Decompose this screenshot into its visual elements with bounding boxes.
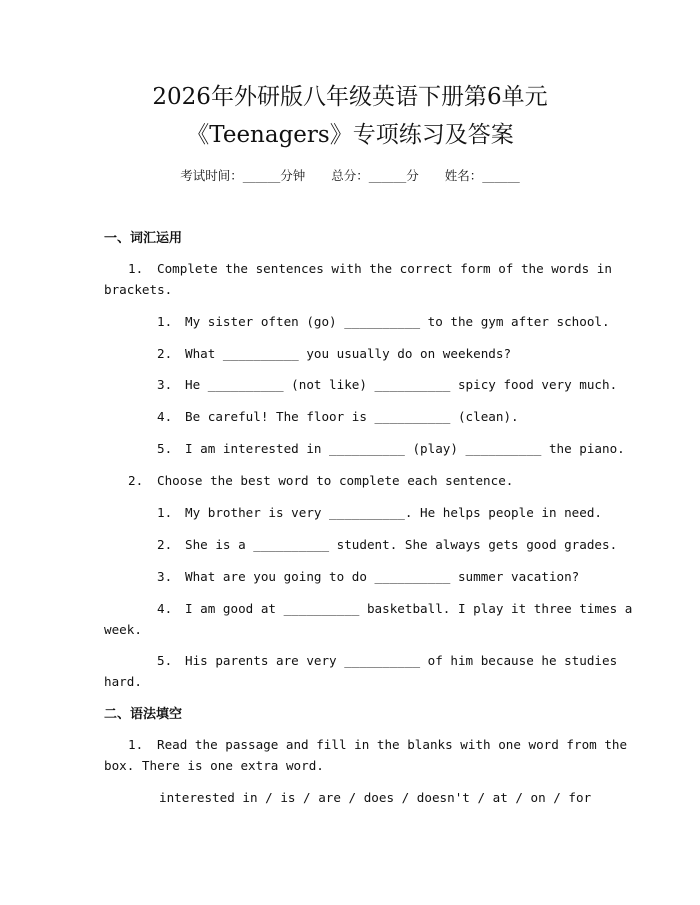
page-subtitle: 《Teenagers》专项练习及答案 — [186, 122, 514, 148]
question-2-item-5-cont: hard. — [104, 674, 142, 689]
page-title: 2026年外研版八年级英语下册第6单元 — [152, 84, 548, 110]
time-label: 考试时间：______分钟 — [180, 168, 306, 183]
score-label: 总分：______分 — [331, 168, 419, 183]
question-2-item-4: 4. I am good at __________ basketball. I play it three times a — [157, 601, 633, 616]
name-label: 姓名：______ — [444, 168, 520, 183]
word-box: interested in / is / are / does / doesn't / at / on / for — [159, 790, 592, 805]
question-1-item-3: 3. He __________ (not like) __________ spicy food very much. — [157, 377, 618, 392]
question-1-prompt: 1. Complete the sentences with the correct form of the words in — [128, 261, 612, 276]
section-heading-vocabulary: 一、词汇运用 — [104, 231, 183, 246]
question-1-prompt-cont: brackets. — [104, 282, 173, 297]
question-2-item-5: 5. His parents are very __________ of him because he studies — [157, 653, 618, 668]
question-2-item-3: 3. What are you going to do __________ summer vacation? — [157, 569, 580, 584]
section-2-question-1-prompt: 1. Read the passage and fill in the blanks with one word from the — [128, 737, 628, 752]
question-1-item-2: 2. What __________ you usually do on weekends? — [157, 346, 512, 361]
question-2-prompt: 2. Choose the best word to complete each sentence. — [128, 473, 514, 488]
question-1-item-4: 4. Be careful! The floor is __________ (clean). — [157, 409, 519, 424]
section-heading-grammar: 二、语法填空 — [104, 707, 183, 722]
question-1-item-5: 5. I am interested in __________ (play) __________ the piano. — [157, 441, 625, 456]
question-1-item-1: 1. My sister often (go) __________ to the gym after school. — [157, 314, 610, 329]
question-2-item-4-cont: week. — [104, 622, 142, 637]
exam-info — [0, 170, 700, 183]
question-2-item-2: 2. She is a __________ student. She always gets good grades. — [157, 537, 618, 552]
question-2-item-1: 1. My brother is very __________. He helps people in need. — [157, 505, 603, 520]
section-2-question-1-prompt-cont: box. There is one extra word. — [104, 758, 324, 773]
